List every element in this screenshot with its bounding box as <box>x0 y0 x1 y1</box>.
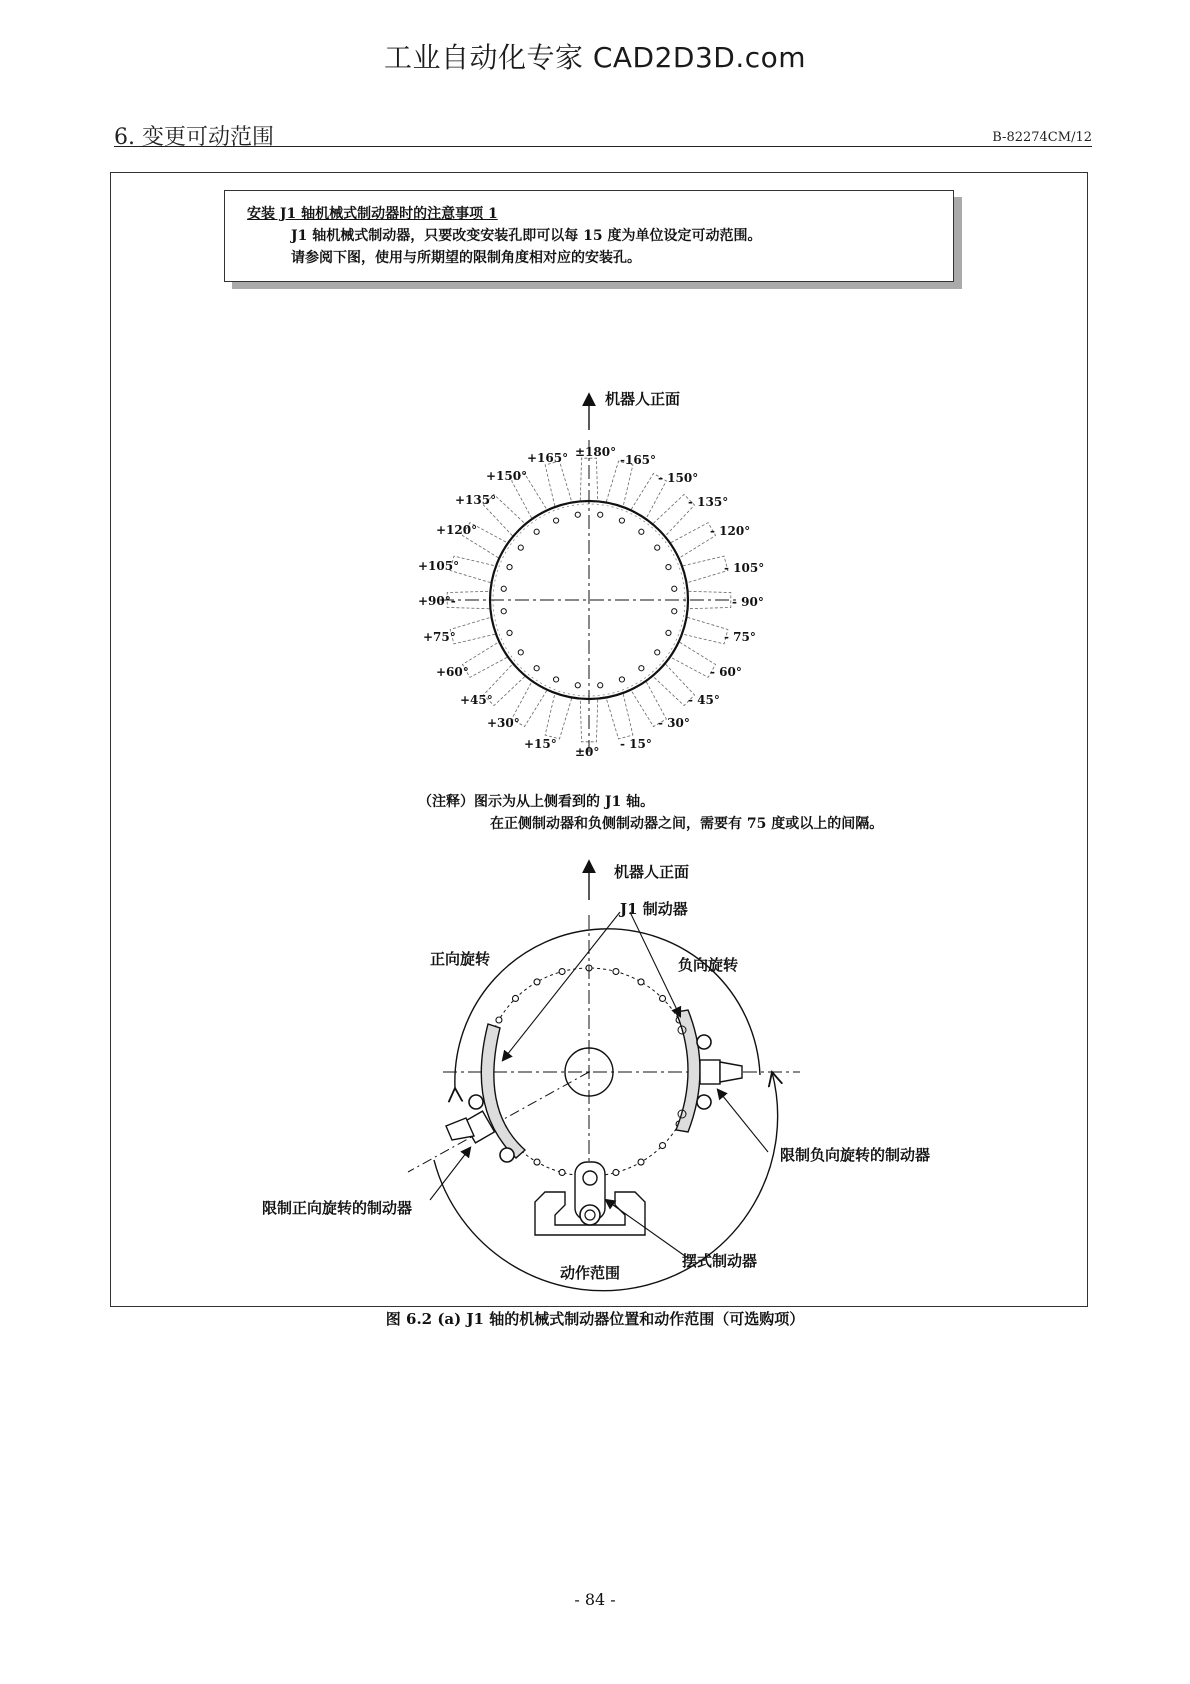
note-title: 安装 J1 轴机械式制动器时的注意事项 1 <box>247 206 498 222</box>
leader-j1-right <box>630 912 680 1016</box>
angle-label-m45: - 45° <box>688 693 720 707</box>
stopper-tooth-outline <box>671 642 716 677</box>
mounting-hole <box>598 512 603 517</box>
mounting-hole <box>518 650 523 655</box>
mounting-hole <box>559 969 565 975</box>
mounting-hole <box>598 683 603 688</box>
label-neg-stopper: 限制负向旋转的制动器 <box>780 1146 931 1164</box>
label-negative-rotation: 负向旋转 <box>678 956 739 974</box>
mounting-hole <box>507 630 512 635</box>
angle-label-m120: - 120° <box>710 524 751 538</box>
document-number: B-82274CM/12 <box>992 130 1092 145</box>
leader-neg-stopper <box>718 1090 768 1152</box>
mounting-hole <box>501 586 506 591</box>
angle-label-m15: - 15° <box>620 737 652 751</box>
note-line-1: J1 轴机械式制动器，只要改变安装孔即可以每 15 度为单位设定可动范围。 <box>291 228 762 244</box>
angle-label-m135: - 135° <box>688 495 729 509</box>
stopper-tooth-outline <box>545 461 572 506</box>
mounting-hole <box>534 979 540 985</box>
stopper-tooth-outline <box>545 694 572 739</box>
leader-j1-left <box>503 912 620 1060</box>
angle-label-m165: -165° <box>620 453 657 467</box>
mounting-hole <box>534 529 539 534</box>
positive-limit-stopper <box>446 1024 525 1162</box>
mounting-hole <box>655 545 660 550</box>
angle-label-p120: +120° <box>436 523 478 537</box>
angle-label-p165: +165° <box>527 451 569 465</box>
angle-label-p30: +30° <box>487 716 520 730</box>
swing-stopper <box>535 1162 645 1235</box>
angle-label-0: ±0° <box>575 745 600 759</box>
angle-label-m150: - 150° <box>658 471 699 485</box>
mounting-hole <box>639 666 644 671</box>
angle-label-p90: +90°- <box>418 594 456 608</box>
mounting-hole <box>666 630 671 635</box>
mounting-hole <box>613 969 619 975</box>
label-positive-rotation: 正向旋转 <box>430 950 491 968</box>
mounting-hole <box>655 650 660 655</box>
mounting-hole <box>512 995 518 1001</box>
mounting-hole <box>672 609 677 614</box>
angle-label-m60: - 60° <box>710 665 742 679</box>
negative-limit-stopper <box>676 1010 742 1132</box>
remark-line-1: （注释）图示为从上侧看到的 J1 轴。 <box>418 794 655 810</box>
mounting-hole <box>507 564 512 569</box>
stopper-tooth-outline <box>671 523 716 558</box>
leader-pos-stopper <box>430 1148 470 1200</box>
chapter-title: 6. 变更可动范围 <box>114 125 274 150</box>
mounting-hole <box>639 529 644 534</box>
stopper-tooth-outline <box>683 556 728 583</box>
angle-label-p150: +150° <box>486 469 528 483</box>
angle-label-m105: - 105° <box>724 561 765 575</box>
angle-label-p135: +135° <box>455 493 497 507</box>
remark-line-2: 在正侧制动器和负侧制动器之间，需要有 75 度或以上的间隔。 <box>490 816 884 832</box>
mounting-hole <box>638 979 644 985</box>
mounting-hole <box>619 518 624 523</box>
angle-label-p45: +45° <box>460 693 493 707</box>
label-pos-stopper: 限制正向旋转的制动器 <box>262 1199 413 1217</box>
mounting-hole <box>619 677 624 682</box>
mounting-hole <box>613 1169 619 1175</box>
angle-label-m75: - 75° <box>724 630 756 644</box>
note-line-2: 请参阅下图，使用与所期望的限制角度相对应的安装孔。 <box>291 250 641 266</box>
watermark-text: 工业自动化专家 CAD2D3D.com <box>383 41 807 74</box>
angle-label-p60: +60° <box>436 665 469 679</box>
mounting-hole <box>638 1159 644 1165</box>
stopper-tooth-outline <box>606 461 633 506</box>
mounting-hole <box>559 1169 565 1175</box>
angle-label-p105: +105° <box>418 559 460 573</box>
front-label-1: 机器人正面 <box>605 390 681 408</box>
mounting-hole <box>575 683 580 688</box>
mounting-hole <box>534 666 539 671</box>
angle-labels <box>418 445 764 759</box>
angle-label-m90: - 90° <box>732 595 764 609</box>
mounting-hole <box>501 609 506 614</box>
mounting-hole <box>518 545 523 550</box>
front-label-2: 机器人正面 <box>614 863 690 881</box>
angle-label-p75: +75° <box>423 630 456 644</box>
figure-caption: 图 6.2 (a) J1 轴的机械式制动器位置和动作范围（可选购项） <box>385 1310 805 1328</box>
motion-range-diagram <box>262 862 930 1291</box>
mounting-hole <box>553 518 558 523</box>
mounting-hole <box>666 564 671 569</box>
angle-label-180: ±180° <box>575 445 617 459</box>
mounting-hole <box>534 1159 540 1165</box>
mounting-hole <box>660 1143 666 1149</box>
stopper-tooth-outline <box>462 642 507 677</box>
mounting-hole <box>496 1017 502 1023</box>
label-motion-range: 动作范围 <box>560 1264 621 1282</box>
mounting-hole <box>672 586 677 591</box>
mounting-hole <box>575 512 580 517</box>
label-swing-stopper: 摆式制动器 <box>682 1252 758 1270</box>
mounting-hole <box>660 995 666 1001</box>
mounting-hole <box>553 677 558 682</box>
angle-label-p15: +15° <box>524 737 557 751</box>
label-j1-stopper: J1 制动器 <box>620 900 688 918</box>
angle-label-m30: - 30° <box>658 716 690 730</box>
stopper-tooth-outline <box>606 694 633 739</box>
stopper-tooth-outline <box>450 617 495 644</box>
stopper-tooth-outline <box>683 617 728 644</box>
page-number: - 84 - <box>574 1590 616 1609</box>
stopper-position-diagram <box>418 390 764 759</box>
